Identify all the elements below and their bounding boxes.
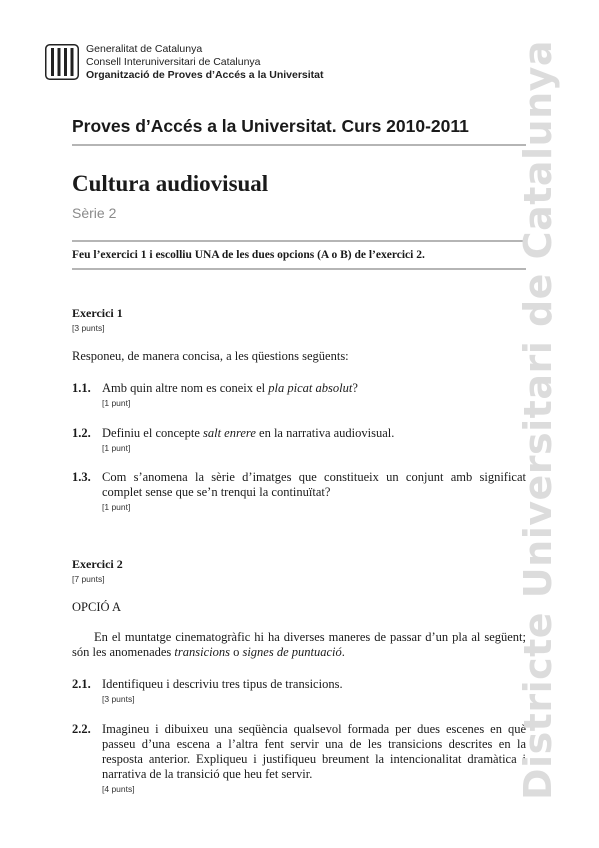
question-points: [3 punts] (102, 694, 135, 704)
instructions: Feu l’exercici 1 i escolliu UNA de les dues opcions (A o B) de l’exercici 2. (72, 249, 425, 261)
option-a-intro: En el muntatge cinematogràfic hi ha diverses maneres de passar d’un pla al següent; són les anomenades transicions o signes de puntuació. (72, 630, 526, 659)
question-2-2: Imagineu i dibuixeu una seqüència qualsevol formada per dues escenes en què passeu d’una escena a l’altra fent servir una de les transicions descrites en la resposta anterior. Expliqueu i justifiqueu breument la intencionalitat dramàtica i narrativa de la transició que heu fet servir. (102, 722, 526, 781)
divider (72, 144, 526, 146)
header-organitzacio: Organització de Proves d’Accés a la Universitat (86, 69, 324, 81)
exercise1-intro: Responeu, de manera concisa, a les qüestions següents: (72, 349, 349, 363)
header-consell: Consell Interuniversitari de Catalunya (86, 56, 261, 68)
exercise1-title: Exercici 1 (72, 306, 123, 320)
divider (72, 240, 526, 242)
question-points: [1 punt] (102, 443, 131, 453)
question-1-1: Amb quin altre nom es coneix el pla picat absolut? (102, 381, 358, 395)
option-a-label: OPCIÓ A (72, 600, 121, 614)
subject-title: Cultura audiovisual (72, 171, 269, 196)
header-generalitat: Generalitat de Catalunya (86, 43, 203, 55)
question-points: [1 punt] (102, 398, 131, 408)
generalitat-logo (45, 44, 79, 80)
question-1-2: Definiu el concepte salt enrere en la narrativa audiovisual. (102, 426, 395, 440)
question-1-3: Com s’anomena la sèrie d’imatges que constitueix un conjunt amb significat complet sense que se’n trenqui la continuïtat? (102, 470, 526, 499)
question-number: 1.1. (72, 381, 91, 395)
question-points: [1 punt] (102, 502, 131, 512)
question-number: 2.1. (72, 677, 91, 691)
question-points: [4 punts] (102, 784, 135, 794)
district-sidebar-text: Districte Universitari de Catalunya (516, 39, 560, 800)
series-label: Sèrie 2 (72, 205, 117, 221)
divider (72, 268, 526, 270)
exam-title: Proves d’Accés a la Universitat. Curs 2010-2011 (72, 116, 469, 136)
question-number: 1.3. (72, 470, 91, 484)
question-number: 1.2. (72, 426, 91, 440)
exercise2-title: Exercici 2 (72, 557, 123, 571)
question-2-1: Identifiqueu i descriviu tres tipus de transicions. (102, 677, 343, 691)
exercise1-points: [3 punts] (72, 323, 105, 333)
question-number: 2.2. (72, 722, 91, 736)
exercise2-points: [7 punts] (72, 574, 105, 584)
